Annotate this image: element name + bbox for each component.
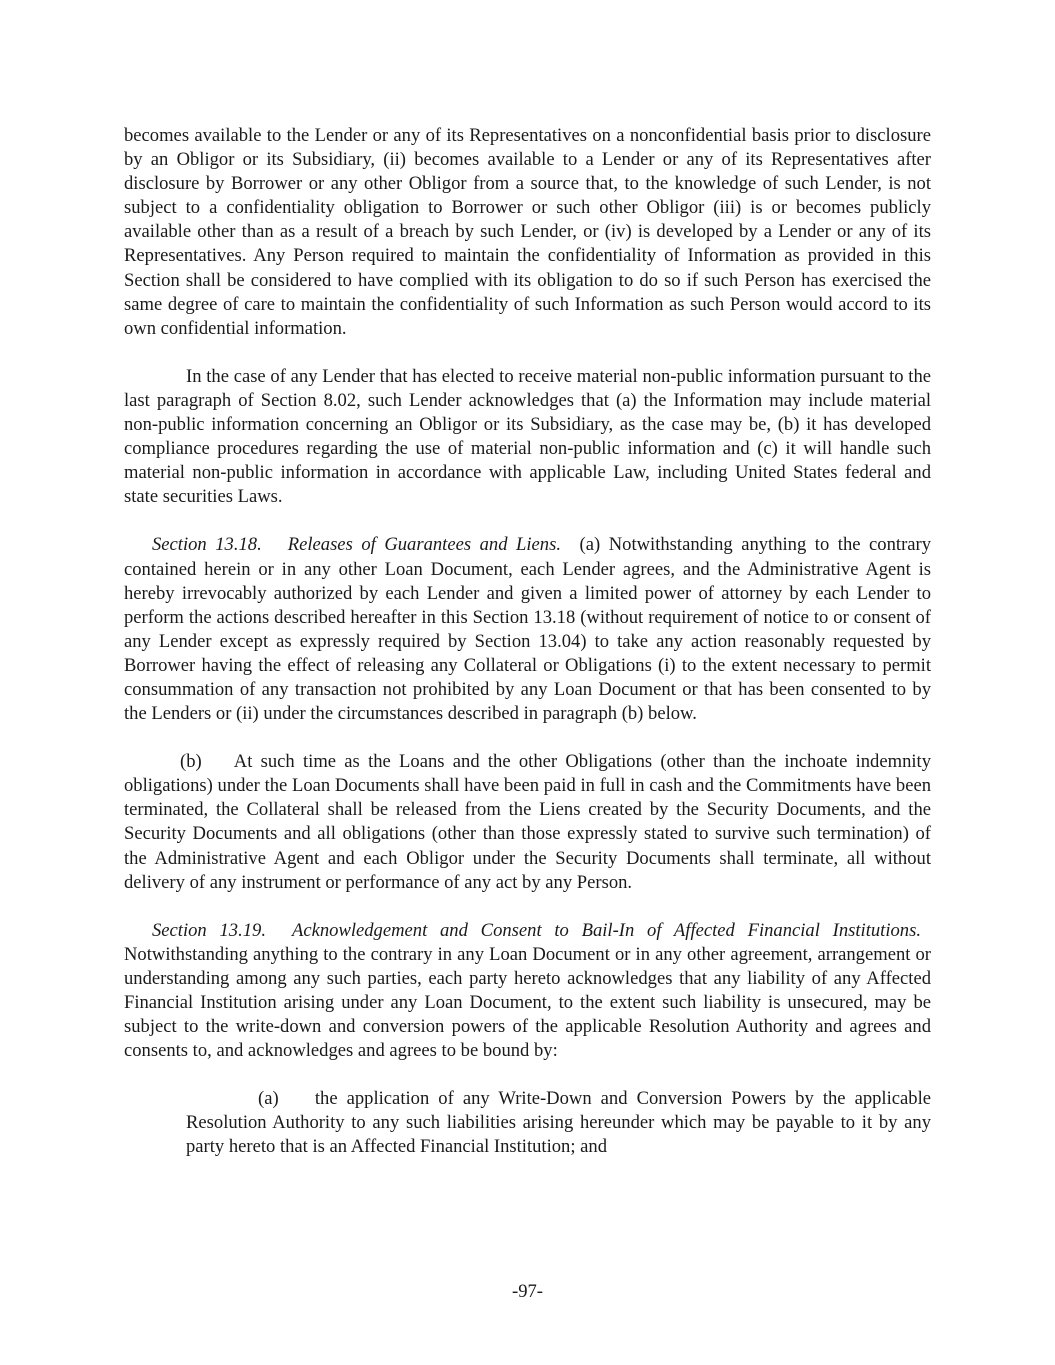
section-13-18-paragraph-b	[124, 750, 931, 895]
clause-a-label: (a)	[258, 1088, 279, 1110]
section-13-18-title: Releases of Guarantees and Liens.	[287, 534, 561, 556]
page-number: -97-	[512, 1281, 543, 1302]
section-13-19-number: Section 13.19.	[152, 919, 266, 941]
paragraph-b-label: (b)	[180, 751, 202, 773]
section-13-18-body: (a) Notwithstanding anything to the contrary contained herein or in any other Loan Document, each Lender agrees, and the Administrative Agent is hereby irrevocably authorized by each Lender and given a limited power of attorney by each Lender to perform the actions described hereafter in this Section 13.18 (without requirement of notice to or consent of any Lender except as expressly required by Section 13.04) to take any action reasonably requested by Borrower having the effect of releasing any Collateral or Obligations (i) to the extent necessary to permit consummation of any transaction not prohibited by any Loan Document or that has been consented to by the Lenders or (ii) under the circumstances described in paragraph (b) below.	[124, 534, 931, 725]
document-page	[124, 124, 931, 1184]
section-13-18-number: Section 13.18.	[152, 534, 262, 556]
section-13-18-paragraph	[124, 533, 931, 726]
paragraph-material-non-public-information: In the case of any Lender that has elected to receive material non-public information pursuant to the last paragraph of Section 8.02, such Lender acknowledges that (a) the Information may include material non-public information concerning an Obligor or its Subsidiary, as the case may be, (b) it has developed compliance procedures regarding the use of material non-public information and (c) it will handle such material non-public information in accordance with applicable Law, including United States federal and state securities Laws.	[124, 365, 931, 508]
section-13-19-title: Acknowledgement and Consent to Bail-In of Affected Financial Institutions.	[291, 919, 921, 941]
section-13-19-body: Notwithstanding anything to the contrary in any Loan Document or in any other agreement, arrangement or understanding among any such parties, each party hereto acknowledges that any liability of any Affected Financial Institution arising under any Loan Document, to the extent such liability is unsecured, may be subject to the write-down and conversion powers of the applicable Resolution Authority and agrees and consents to, and acknowledges and agrees to be bound by:	[124, 943, 931, 1062]
clause-a-body: the application of any Write-Down and Conversion Powers by the applicable Resolution Authority to any such liabilities arising hereunder which may be payable to it by any party hereto that is an Affected Financial Institution; and	[186, 1088, 931, 1158]
paragraph-b-body: At such time as the Loans and the other Obligations (other than the inchoate indemnity obligations) under the Loan Documents shall have been paid in full in cash and the Commitments have been terminated, the Collateral shall be released from the Liens created by the Security Documents, and the Security Documents and all obligations (other than those expressly stated to survive such termination) of the Administrative Agent and each Obligor under the Security Documents shall terminate, all without delivery of any instrument or performance of any act by any Person.	[124, 751, 931, 893]
section-13-19-paragraph	[124, 919, 931, 1064]
paragraph-confidentiality-continuation: becomes available to the Lender or any of its Representatives on a nonconfidential basis prior to disclosure by an Obligor or its Subsidiary, (ii) becomes available to a Lender or any of its Representatives after disclosure by Borrower or any other Obligor from a source that, to the knowledge of such Lender, is not subject to a confidentiality obligation to Borrower or such other Obligor (iii) is or becomes publicly available other than as a result of a breach by such Lender, or (iv) is developed by a Lender or any of its Representatives. Any Person required to maintain the confidentiality of Information as provided in this Section shall be considered to have complied with its obligation to do so if such Person has exercised the same degree of care to maintain the confidentiality of such Information as such Person would accord to its own confidential information.	[124, 125, 931, 339]
section-13-19-clause-a	[186, 1087, 931, 1159]
